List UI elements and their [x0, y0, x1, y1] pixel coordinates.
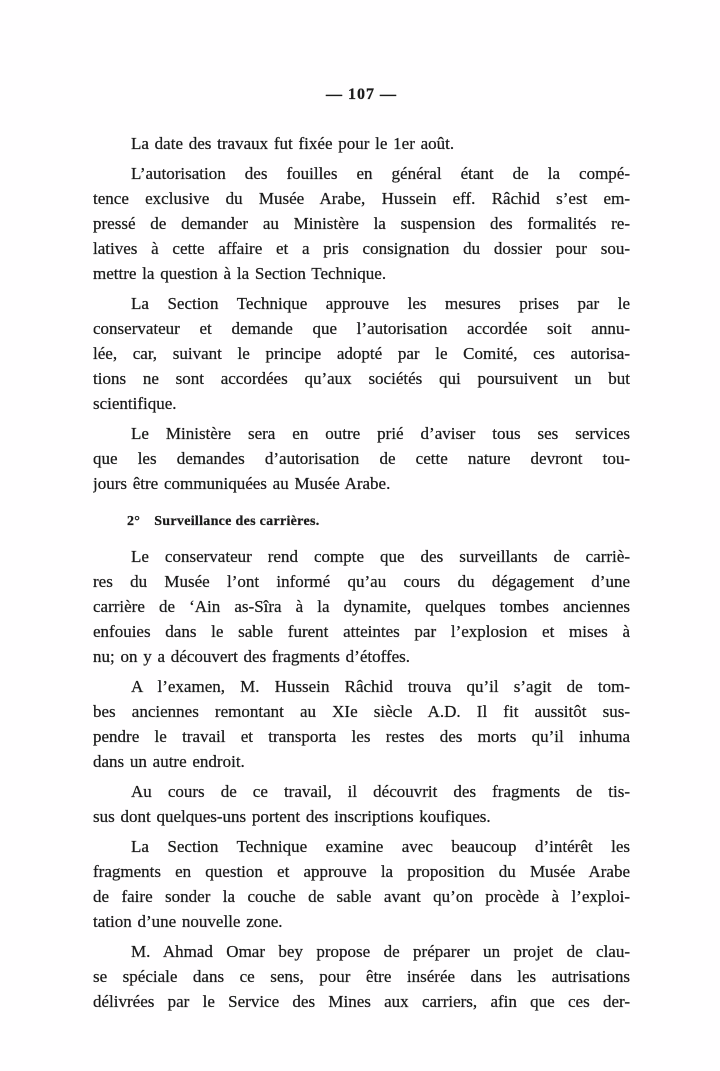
text-line: tence exclusive du Musée Arabe, Hussein eff. Râchid s’est em-: [93, 189, 630, 208]
text-line: scientifique.: [93, 394, 177, 413]
text-line: Le conservateur rend compte que des surveillants de carriè-: [131, 547, 630, 566]
text-line: carrière de ‘Ain as-Sîra à la dynamite, quelques tombes anciennes: [93, 597, 630, 616]
text-line: pendre le travail et transporta les restes des morts qu’il inhuma: [93, 727, 630, 746]
text-line: A l’examen, M. Hussein Râchid trouva qu’il s’agit de tom-: [131, 677, 630, 696]
text-line: mettre la question à la Section Technique.: [93, 264, 387, 283]
text-line: latives à cette affaire et a pris consignation du dossier pour sou-: [93, 239, 630, 258]
page-content: [93, 131, 630, 1014]
text-line: délivrées par le Service des Mines aux carriers, afin que ces der-: [93, 992, 630, 1011]
paragraph: [93, 421, 630, 496]
text-line: res du Musée l’ont informé qu’au cours du dégagement d’une: [93, 572, 630, 591]
text-line: dans un autre endroit.: [93, 752, 245, 771]
page-number: — 107 —: [326, 86, 397, 103]
text-line: pressé de demander au Ministère la suspension des formalités re-: [93, 214, 630, 233]
paragraph: [93, 131, 630, 156]
paragraph: [93, 544, 630, 669]
text-line: enfouies dans le sable furent atteintes par l’explosion et mises à: [93, 622, 630, 641]
text-line: sus dont quelques-uns portent des inscriptions koufiques.: [93, 807, 491, 826]
text-line: jours être communiquées au Musée Arabe.: [93, 474, 391, 493]
text-line: Le Ministère sera en outre prié d’aviser tous ses services: [131, 424, 630, 443]
section-title: Surveillance des carrières.: [154, 514, 320, 529]
section-heading: [127, 512, 630, 532]
text-line: L’autorisation des fouilles en général étant de la compé-: [131, 164, 630, 183]
text-line: tions ne sont accordées qu’aux sociétés qui poursuivent un but: [93, 369, 630, 388]
text-line: que les demandes d’autorisation de cette nature devront tou-: [93, 449, 630, 468]
text-line: bes anciennes remontant au XIe siècle A.D. Il fit aussitôt sus-: [93, 702, 630, 721]
paragraph: [93, 939, 630, 1014]
text-line: M. Ahmad Omar bey propose de préparer un projet de clau-: [131, 942, 630, 961]
text-line: lée, car, suivant le principe adopté par le Comité, ces autorisa-: [93, 344, 630, 363]
text-line: fragments en question et approuve la proposition du Musée Arabe: [93, 862, 630, 881]
text-line: conservateur et demande que l’autorisation accordée soit annu-: [93, 319, 630, 338]
paragraph: [93, 161, 630, 286]
text-line: La date des travaux fut fixée pour le 1er août.: [131, 134, 455, 153]
section-number: 2°: [127, 514, 141, 529]
paragraph: [93, 674, 630, 774]
text-line: de faire sonder la couche de sable avant qu’on procède à l’exploi-: [93, 887, 630, 906]
text-line: tation d’une nouvelle zone.: [93, 912, 283, 931]
text-line: se spéciale dans ce sens, pour être insérée dans les autrisations: [93, 967, 630, 986]
text-line: La Section Technique approuve les mesures prises par le: [131, 294, 630, 313]
paragraph: [93, 779, 630, 829]
text-line: Au cours de ce travail, il découvrit des fragments de tis-: [131, 782, 630, 801]
paragraph: [93, 291, 630, 416]
text-line: La Section Technique examine avec beaucoup d’intérêt les: [131, 837, 630, 856]
text-line: nu; on y a découvert des fragments d’étoffes.: [93, 647, 411, 666]
paragraph: [93, 834, 630, 934]
